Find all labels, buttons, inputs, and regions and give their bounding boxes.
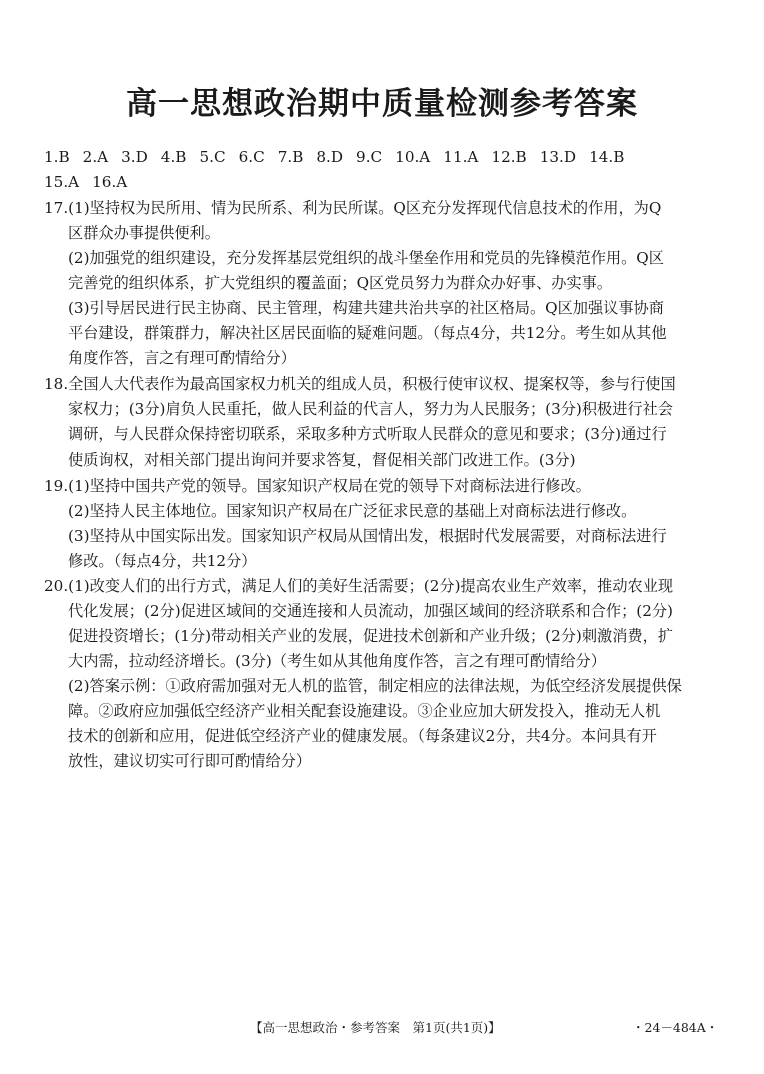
footer-page-info: 【高一思想政治・参考答案 第1页(共1页)】 [250, 1020, 501, 1035]
answer-line: (2)坚持人民主体地位。国家知识产权局在广泛征求民意的基础上对商标法进行修改。 [68, 502, 637, 520]
mc-answer: 11.A [443, 148, 479, 166]
answer-line: (2)答案示例：①政府需加强对无人机的监管，制定相应的法律法规，为低空经济发展提供保 [68, 677, 682, 695]
answer-line: 促进投资增长；(1分)带动相关产业的发展，促进技术创新和产业升级；(2分)刺激消费，扩 [68, 627, 673, 645]
mc-answer: 16.A [92, 173, 128, 191]
mc-answer: 13.D [539, 148, 577, 166]
answer-line: 20.(1)改变人们的出行方式，满足人们的美好生活需要；(2分)提高农业生产效率，推动农业现 [44, 577, 674, 595]
answer-line: 代化发展；(2分)促进区域间的交通连接和人员流动，加强区域间的经济联系和合作；(2分) [68, 602, 673, 620]
mc-answer: 1.B [44, 148, 70, 166]
mc-answer: 6.C [238, 148, 265, 166]
answer-line: 使质询权，对相关部门提出询问并要求答复，督促相关部门改进工作。(3分) [68, 451, 576, 469]
mc-answer: 5.C [199, 148, 226, 166]
answer-line: (3)坚持从中国实际出发。国家知识产权局从国情出发，根据时代发展需要，对商标法进行 [68, 527, 667, 545]
answer-line: 放性，建议切实可行即可酌情给分） [68, 752, 311, 770]
answer-line: 17.(1)坚持权为民所用、情为民所系、利为民所谋。Q区充分发挥现代信息技术的作用，为Q [44, 199, 662, 217]
mc-answer: 8.D [316, 148, 344, 166]
footer-doc-code: ・24－484A・ [632, 1020, 719, 1035]
answer-line: 角度作答，言之有理可酌情给分） [68, 349, 296, 367]
mc-answer: 7.B [277, 148, 304, 166]
mc-answers-row-2 [44, 171, 140, 193]
mc-answer: 14.B [589, 148, 625, 166]
answer-line: (3)引导居民进行民主协商、民主管理，构建共建共治共享的社区格局。Q区加强议事协商 [68, 299, 664, 317]
answer-line: 修改。（每点4分，共12分） [68, 552, 257, 570]
answer-line: 平台建设，群策群力，解决社区居民面临的疑难问题。（每点4分，共12分。考生如从其他 [68, 324, 667, 342]
mc-answer: 4.B [160, 148, 187, 166]
mc-answers-row-1 [44, 146, 637, 168]
answer-line: 区群众办事提供便利。 [68, 224, 220, 242]
page-title: 高一思想政治期中质量检测参考答案 [126, 86, 638, 122]
mc-answer: 15.A [44, 173, 80, 191]
mc-answer: 10.A [395, 148, 431, 166]
answer-line: 家权力；(3分)肩负人民重托，做人民利益的代言人，努力为人民服务；(3分)积极进行社会 [68, 400, 673, 418]
answer-line: (2)加强党的组织建设，充分发挥基层党组织的战斗堡垒作用和党员的先锋模范作用。Q区 [68, 249, 664, 267]
answer-line: 技术的创新和应用，促进低空经济产业的健康发展。（每条建议2分，共4分。本问具有开 [68, 727, 657, 745]
mc-answer: 2.A [82, 148, 109, 166]
answer-line: 调研，与人民群众保持密切联系，采取多种方式听取人民群众的意见和要求；(3分)通过行 [68, 425, 667, 443]
mc-answer: 9.C [356, 148, 383, 166]
answer-line: 18.全国人大代表作为最高国家权力机关的组成人员，积极行使审议权、提案权等，参与行使国 [44, 375, 676, 393]
answer-line: 大内需，拉动经济增长。(3分)（考生如从其他角度作答，言之有理可酌情给分） [68, 652, 606, 670]
answer-line: 19.(1)坚持中国共产党的领导。国家知识产权局在党的领导下对商标法进行修改。 [44, 477, 591, 495]
mc-answer: 3.D [121, 148, 148, 166]
answer-line: 完善党的组织体系，扩大党组织的覆盖面；Q区党员努力为群众办好事、办实事。 [68, 274, 613, 292]
answer-line: 障。②政府应加强低空经济产业相关配套设施建设。③企业应加大研发投入，推动无人机 [68, 702, 661, 720]
mc-answer: 12.B [491, 148, 527, 166]
